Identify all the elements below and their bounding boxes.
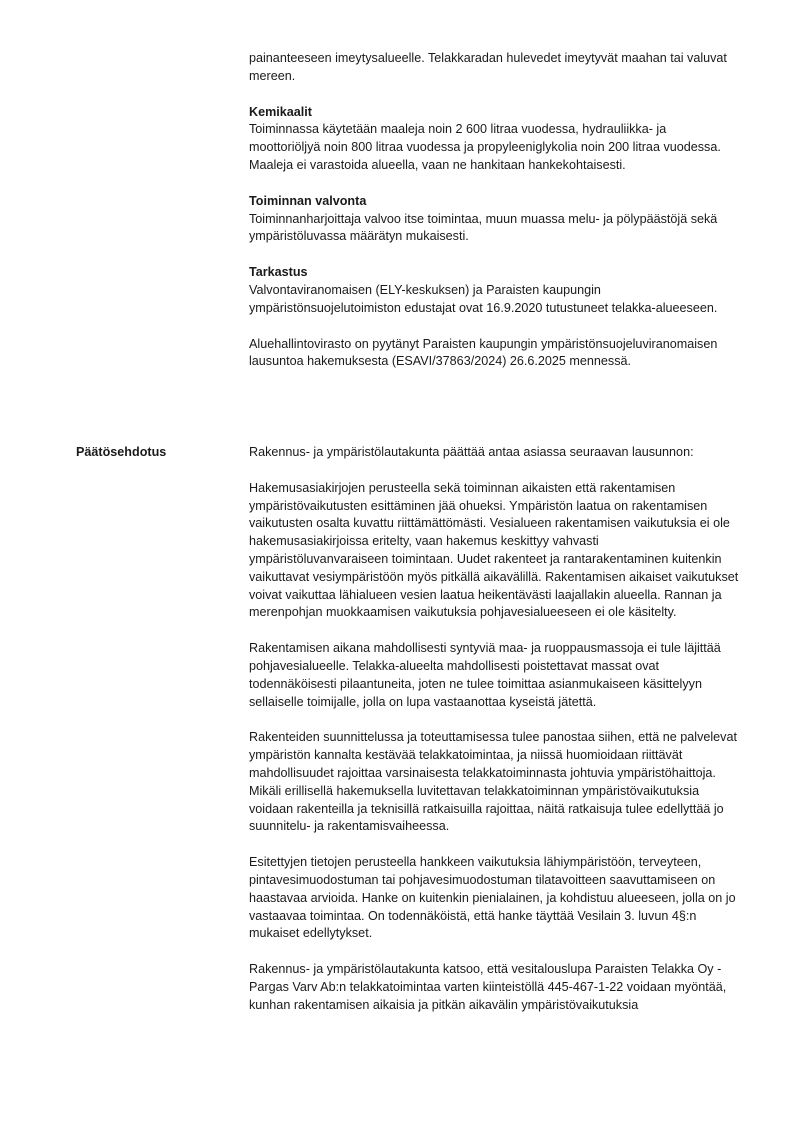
intro-closing-text: Aluehallintovirasto on pyytänyt Paraisten kaupungin ympäristönsuojeluviranomaisen lausuntoa hakemuksesta (ESAVI/37863/2024) 26.6.2025 mennessä. xyxy=(249,336,718,369)
paragraph-text: Rakenteiden suunnittelussa ja toteuttamisessa tulee panostaa siihen, että ne palvelevat ympäristön kannalta kestävää telakkatoimintaa, ja niissä huomioidaan riittävät mahdollisuudet rajoittaa varsinaisesta telakkatoiminnasta johtuvia ympäristöhaittoja. Mikäli erillisellä hakemuksella luvitettavan telakkatoiminnan ympäristövaikutuksia voidaan rakenteilla ja teknisillä ratkaisuilla rajoittaa, näitä ratkaisuja tulee edellyttää jo suunnitelu- ja rakentamisvaiheessa. xyxy=(249,730,737,834)
decision-label: Päätösehdotus xyxy=(76,445,167,459)
intro-continuation xyxy=(249,50,739,86)
section-toiminnan-valvonta xyxy=(249,193,739,246)
decision-paragraph xyxy=(249,480,739,622)
paragraph-text: Rakentamisen aikana mahdollisesti syntyviä maa- ja ruoppausmassoja ei tule läjittää pohjavesialueelle. Telakka-alueelta mahdollisesti poistettavat massat ovat todennäköisesti pilaantuneita, joten ne tulee toimittaa asianmukaiseen käsittelyyn sellaiselle toimijalle, jolla on lupa vastaanottaa kyseistä jätettä. xyxy=(249,641,721,709)
section-text: Toiminnanharjoittaja valvoo itse toimintaa, muun muassa melu- ja pölypäästöjä sekä ympäristöluvassa määrätyn mukaisesti. xyxy=(249,211,718,244)
section-heading: Kemikaalit xyxy=(249,104,312,119)
decision-paragraph xyxy=(249,444,739,462)
decision-column xyxy=(249,444,739,1033)
intro-column xyxy=(249,50,739,389)
intro-closing xyxy=(249,336,739,372)
decision-paragraph xyxy=(249,729,739,836)
decision-paragraph xyxy=(249,961,739,1014)
section-heading: Toiminnan valvonta xyxy=(249,193,367,208)
section-kemikaalit xyxy=(249,104,739,175)
paragraph-text: Rakennus- ja ympäristölautakunta päättää antaa asiassa seuraavan lausunnon: xyxy=(249,445,694,459)
section-text: Toiminnassa käytetään maaleja noin 2 600 litraa vuodessa, hydrauliikka- ja moottoriöljyä noin 800 litraa vuodessa ja propyleeniglykolia noin 200 litraa vuodessa. Maaleja ei varastoida alueella, vaan ne hankitaan hankekohtaisesti. xyxy=(249,122,721,172)
intro-continuation-text: painanteeseen imeytysalueelle. Telakkaradan hulevedet imeytyvät maahan tai valuvat mereen. xyxy=(249,51,727,83)
section-heading: Tarkastus xyxy=(249,265,308,280)
decision-paragraph xyxy=(249,854,739,943)
section-tarkastus xyxy=(249,264,739,317)
paragraph-text: Rakennus- ja ympäristölautakunta katsoo, että vesitalouslupa Paraisten Telakka Oy - Pargas Varv Ab:n telakkatoimintaa varten kiinteistöllä 445-467-1-22 voidaan myöntää, kunhan rakentamisen aikaisia ja pitkän aikavälin ympäristövaikutuksia xyxy=(249,962,727,1012)
decision-paragraph xyxy=(249,640,739,711)
paragraph-text: Esitettyjen tietojen perusteella hankkeen vaikutuksia lähiympäristöön, terveyteen, pintavesimuodostuman tai pohjavesimuodostuman tilatavoitteen saavuttamiseen on haastavaa arvioida. Hanke on kuitenkin pienialainen, ja kohdistuu alueeseen, jolla on jo vastaavaa toimintaa. On todennäköistä, että hanke täyttää Vesilain 3. luvun 4§:n mukaiset edellytykset. xyxy=(249,855,736,941)
paragraph-text: Hakemusasiakirjojen perusteella sekä toiminnan aikaisten että rakentamisen ympäristövaikutusten esittäminen jää ohueksi. Ympäristön laatua on rakentamisen vaikutusten osalta kuvattu riittämättömästi. Vesialueen rakentamisen vaikutuksia ei ole hakemusasiakirjoissa eritelty, vaan hakemus keskittyy vahvasti ympäristöluvanvaraiseen toimintaan. Uudet rakenteet ja rantarakentaminen kuitenkin vaikuttavat vesiympäristöön myös pitkällä aikavälillä. Rakentamisen aikaiset vaikutukset voivat vaikuttaa lähialueen vesien laatua heikentävästi laajallakin alueella. Rannan ja merenpohjan muokkaamisen vaikutuksia pohjavesialueeseen ei ole käsitelty. xyxy=(249,480,739,620)
section-text: Valvontaviranomaisen (ELY-keskuksen) ja Paraisten kaupungin ympäristönsuojelutoimiston edustajat ovat 16.9.2020 tutustuneet telakka-alueeseen. xyxy=(249,282,718,315)
